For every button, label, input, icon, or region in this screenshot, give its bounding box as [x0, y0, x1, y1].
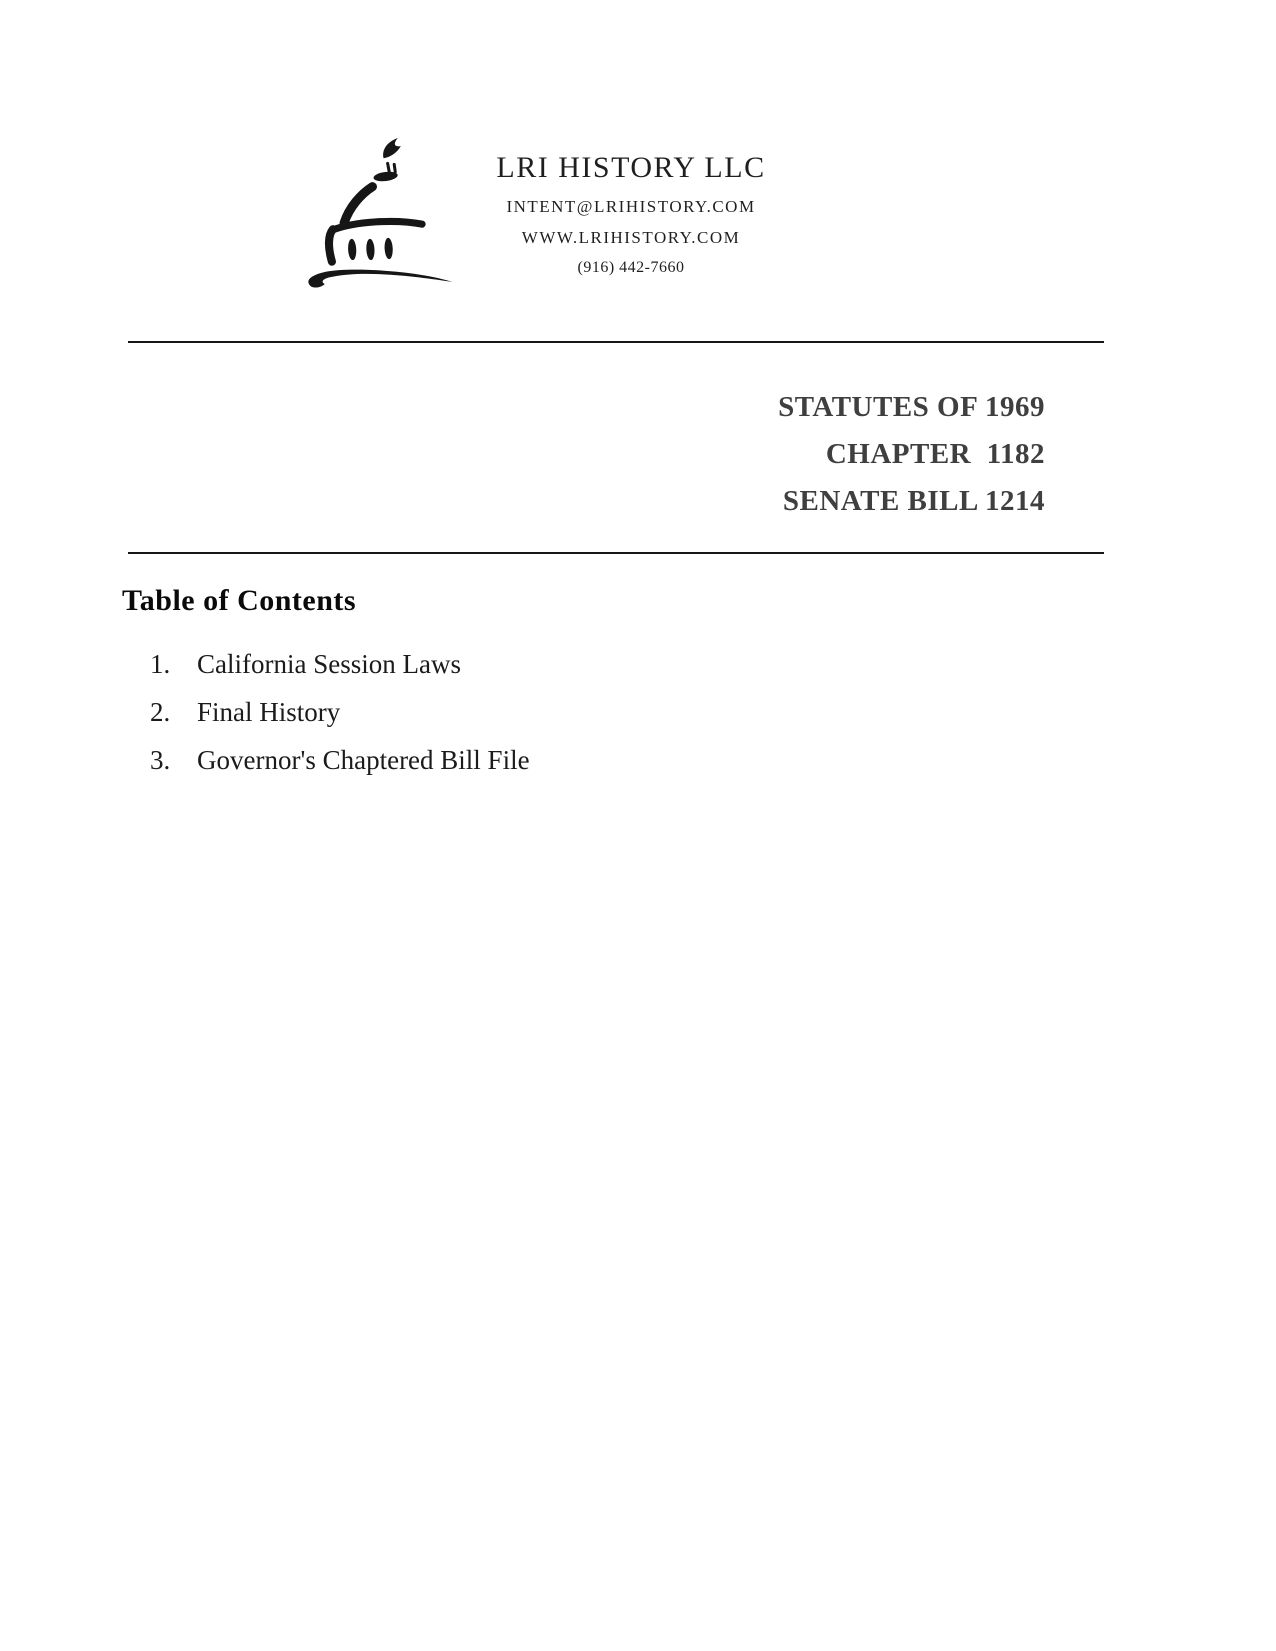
- company-website: WWW.LRIHISTORY.COM: [521, 228, 741, 247]
- toc-item-label: California Session Laws: [197, 648, 461, 679]
- toc-item: [150, 640, 530, 688]
- toc-item: [150, 736, 530, 784]
- toc-title: Table of Contents: [122, 584, 357, 617]
- senate-bill-line: SENATE BILL 1214: [782, 485, 1045, 517]
- horizontal-rule-top: [128, 341, 1104, 343]
- chapter-line: CHAPTER 1182: [825, 438, 1045, 470]
- horizontal-rule-bottom: [128, 552, 1104, 554]
- statute-reference-block: [778, 384, 1045, 525]
- toc-list: [150, 640, 530, 784]
- toc-item: [150, 688, 530, 736]
- toc-item-number: 3.: [150, 744, 171, 775]
- company-name: LRI HISTORY LLC: [496, 151, 766, 184]
- letterhead: [466, 150, 796, 277]
- company-email: INTENT@LRIHISTORY.COM: [506, 197, 756, 216]
- toc-item-label: Final History: [197, 696, 341, 727]
- capitol-dome-icon: [298, 136, 456, 288]
- toc-item-label: Governor's Chaptered Bill File: [197, 744, 530, 775]
- company-phone: (916) 442-7660: [577, 259, 685, 276]
- statutes-year-line: STATUTES OF 1969: [778, 391, 1045, 423]
- toc-item-number: 1.: [150, 648, 171, 679]
- toc-item-number: 2.: [150, 696, 171, 727]
